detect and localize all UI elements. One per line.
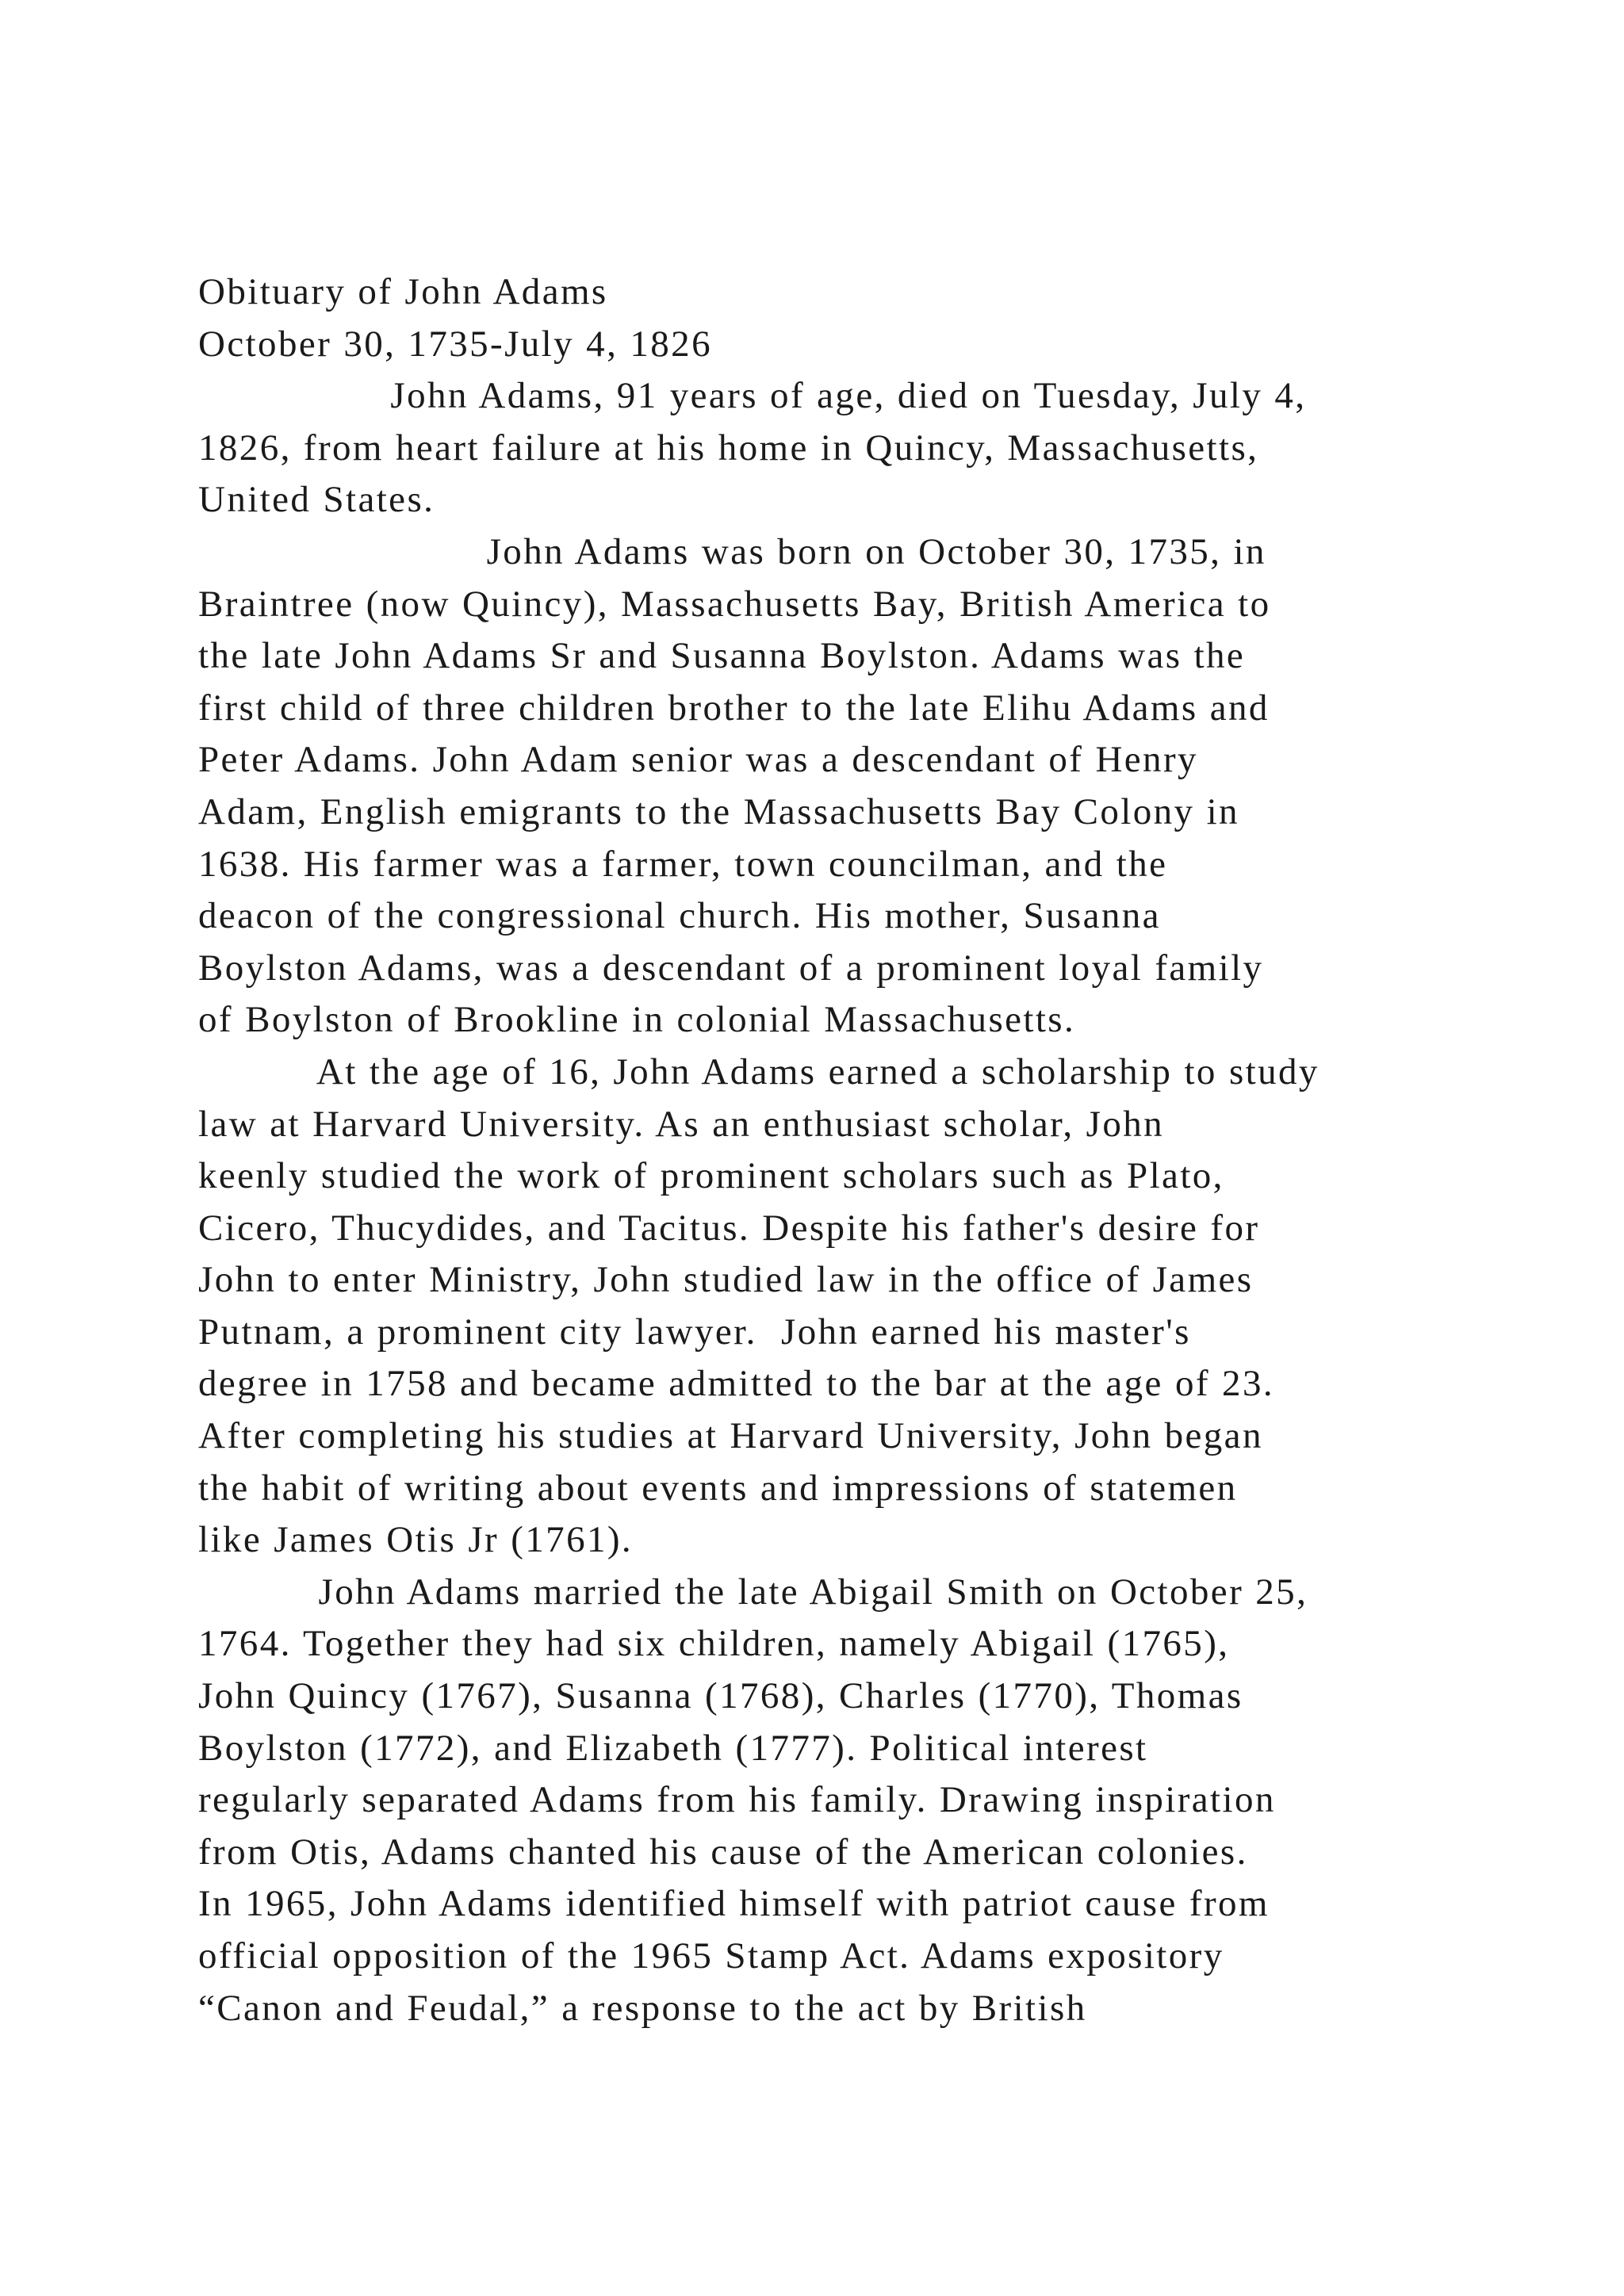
body-line: first child of three children brother to the late Elihu Adams and [198, 687, 1270, 729]
body-line: John Adams married the late Abigail Smith on October 25, [198, 1571, 1308, 1613]
body-line: of Boylston of Brookline in colonial Massachusetts. [198, 999, 1076, 1041]
body-line: Braintree (now Quincy), Massachusetts Bay, British America to [198, 583, 1271, 625]
body-line: 1638. His farmer was a farmer, town councilman, and the [198, 843, 1168, 885]
body-line: John Adams, 91 years of age, died on Tuesday, July 4, [198, 375, 1307, 417]
body-line: At the age of 16, John Adams earned a scholarship to study [198, 1050, 1320, 1093]
body-line: keenly studied the work of prominent scholars such as Plato, [198, 1155, 1224, 1197]
body-line: John Adams was born on October 30, 1735, in [198, 530, 1266, 572]
body-line: official opposition of the 1965 Stamp Act. Adams expository [198, 1935, 1224, 1976]
body-line: regularly separated Adams from his family. Drawing inspiration [198, 1779, 1276, 1821]
body-line: Adam, English emigrants to the Massachusetts Bay Colony in [198, 790, 1239, 832]
body-line: 1826, from heart failure at his home in Quincy, Massachusetts, [198, 427, 1259, 469]
body-line: Putnam, a prominent city lawyer. John earned his master's [198, 1311, 1191, 1353]
body-line: “Canon and Feudal,” a response to the act by British [198, 1987, 1087, 2029]
body-line: Boylston Adams, was a descendant of a prominent loyal family [198, 947, 1264, 989]
body-line: Peter Adams. John Adam senior was a descendant of Henry [198, 739, 1198, 781]
body-line: law at Harvard University. As an enthusiast scholar, John [198, 1103, 1165, 1145]
body-line: Boylston (1772), and Elizabeth (1777). Political interest [198, 1727, 1148, 1769]
body-line: deacon of the congressional church. His mother, Susanna [198, 895, 1161, 937]
body-line: Cicero, Thucydides, and Tacitus. Despite his father's desire for [198, 1207, 1260, 1249]
body-line: 1764. Together they had six children, namely Abigail (1765), [198, 1623, 1230, 1665]
body-line: After completing his studies at Harvard University, John began [198, 1415, 1263, 1457]
body-line: like James Otis Jr (1761). [198, 1519, 634, 1561]
body-line: the habit of writing about events and impressions of statemen [198, 1467, 1238, 1509]
body-line: In 1965, John Adams identified himself with patriot cause from [198, 1883, 1270, 1925]
document-title: Obituary of John Adams [198, 271, 608, 312]
body-line: degree in 1758 and became admitted to the bar at the age of 23. [198, 1363, 1275, 1405]
life-dates: October 30, 1735-July 4, 1826 [198, 323, 712, 365]
body-line: the late John Adams Sr and Susanna Boylston. Adams was the [198, 635, 1246, 677]
body-line: from Otis, Adams chanted his cause of the American colonies. [198, 1831, 1248, 1873]
obituary-text [198, 266, 1467, 2034]
body-line: John Quincy (1767), Susanna (1768), Charles (1770), Thomas [198, 1675, 1243, 1717]
body-line: United States. [198, 479, 435, 521]
body-line: John to enter Ministry, John studied law in the office of James [198, 1259, 1254, 1301]
